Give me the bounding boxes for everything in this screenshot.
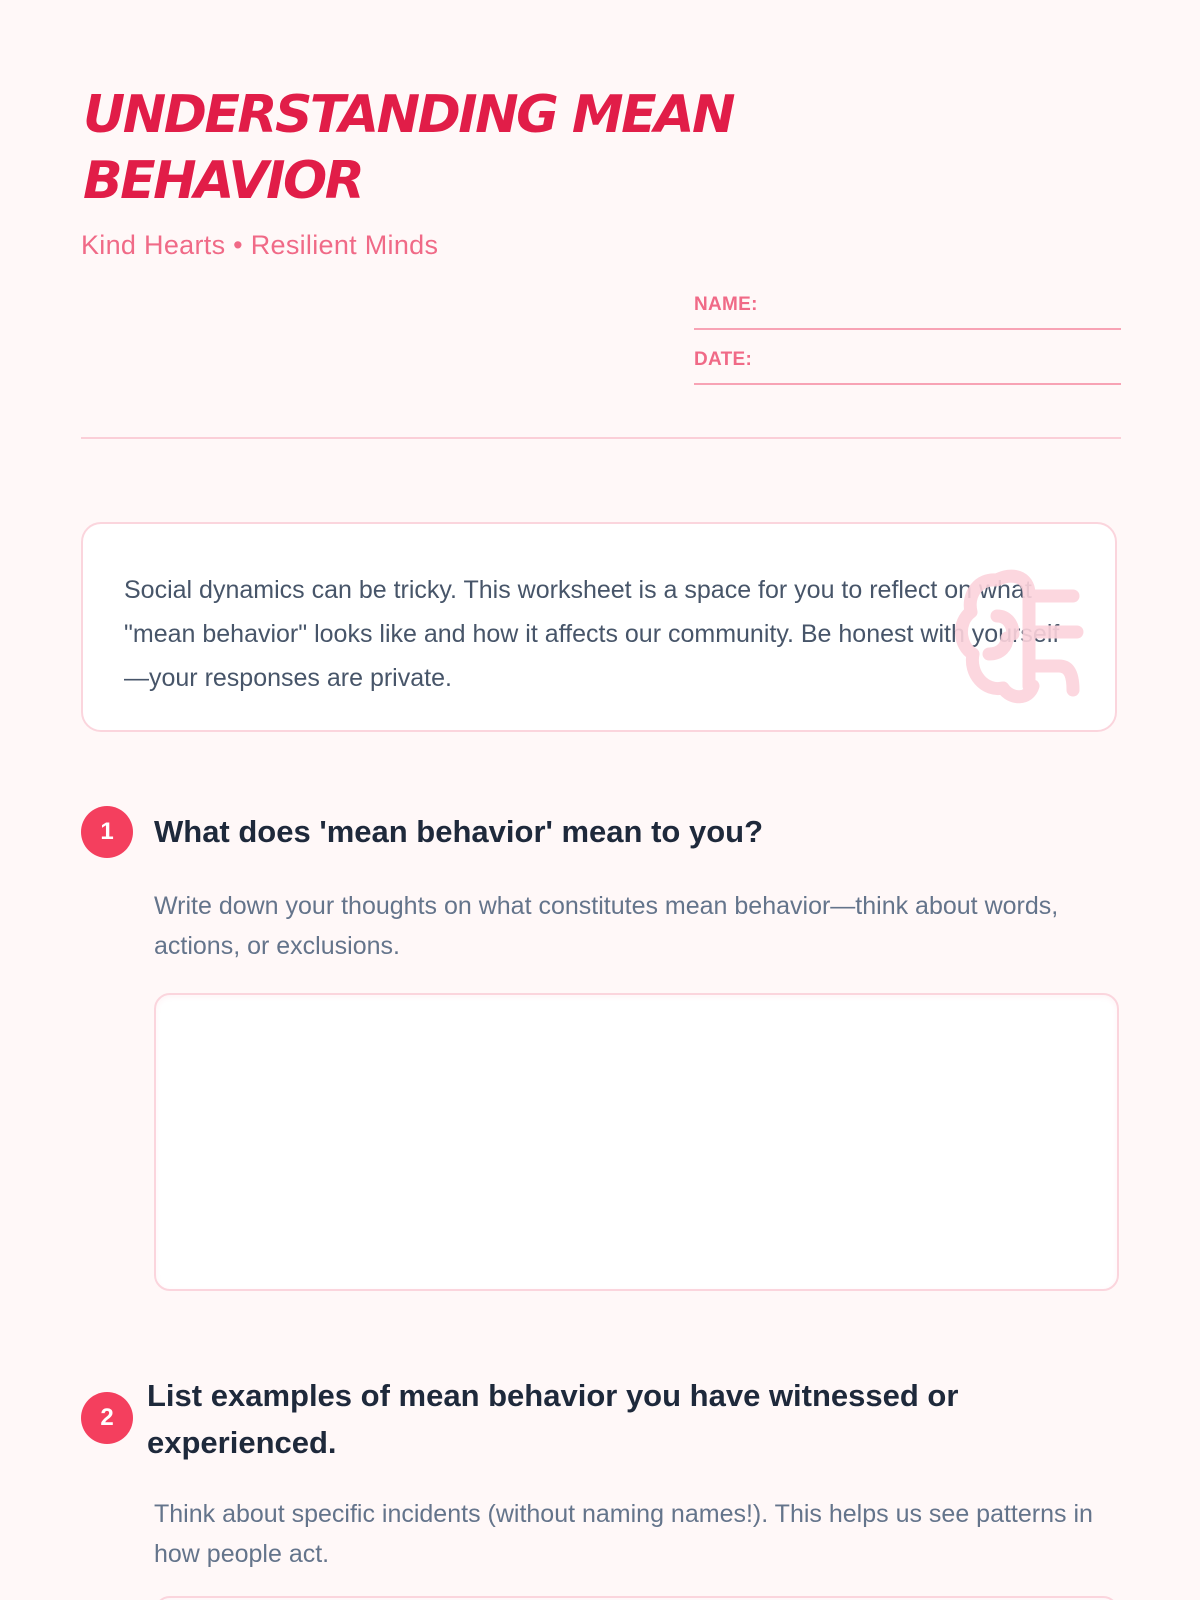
question-1-hint: Write down your thoughts on what constitutes mean behavior—think about words, actions, or exclusions. (154, 892, 1059, 960)
page-title: UNDERSTANDING MEAN BEHAVIOR (83, 85, 733, 211)
date-field[interactable] (694, 349, 1121, 385)
question-1-answer-area[interactable] (154, 993, 1119, 1291)
question-2-answer-area[interactable] (154, 1596, 1119, 1600)
question-2-hint: Think about specific incidents (without naming names!). This helps us see patterns in how people act. (154, 1500, 1093, 1568)
question-1-title: What does 'mean behavior' mean to you? (154, 814, 764, 849)
question-2-title: List examples of mean behavior you have witnessed or experienced. (147, 1378, 959, 1460)
worksheet-page (81, 0, 1121, 1600)
intro-text: Social dynamics can be tricky. This worksheet is a space for you to reflect on what "mean behavior" looks like and how it affects our community. Be honest with yourself—your responses are private. (124, 576, 1060, 692)
name-field-label: NAME: (694, 294, 758, 315)
question-2-number-badge: 2 (81, 1392, 133, 1444)
page-subtitle: Kind Hearts • Resilient Minds (81, 230, 439, 260)
name-field[interactable] (694, 294, 1121, 330)
intro-card (81, 522, 1117, 732)
date-field-label: DATE: (694, 349, 753, 370)
question-1-number-badge: 1 (81, 806, 133, 858)
header-divider (81, 437, 1121, 439)
brain-icon (941, 554, 1091, 714)
